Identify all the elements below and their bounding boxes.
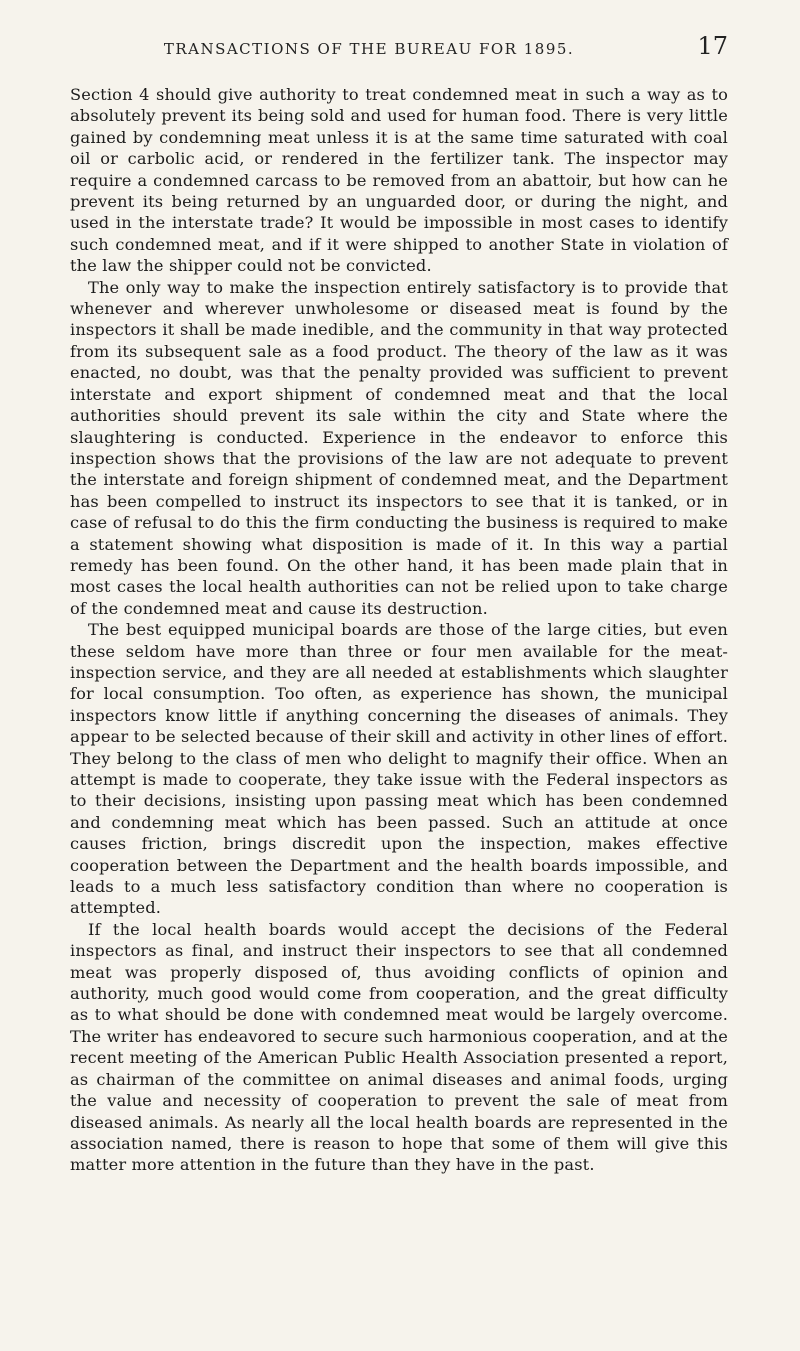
running-head: TRANSACTIONS OF THE BUREAU FOR 1895. <box>163 40 575 58</box>
paragraph-cooperation: If the local health boards would accept the decisions of the Federal inspectors as final, and instruct their inspectors to see that all condemned meat was properly disposed of, thus avoiding conflicts of opinion and authority, much good would come from cooperation, and the great difficulty as to what should be done with condemned meat would be largely overcome. The writer has endeavored to secure such harmonious cooperation, and at the recent meeting of the American Public Health Association presented a report, as chairman of the committee on animal diseases and animal foods, urging the value and necessity of cooperation to prevent the sale of meat from diseased animals. As nearly all the local health boards are represented in the association named, there is reason to hope that some of them will give this matter more attention in the future than they have in the past. <box>70 919 728 1175</box>
page-number: 17 <box>697 32 728 60</box>
document-page <box>70 30 728 1176</box>
paragraph-inspection: The only way to make the inspection entirely satisfactory is to provide that whenever and wherever unwholesome or diseased meat is found by the inspectors it shall be made inedible, and the community in that way protected from its subsequent sale as a food product. The theory of the law as it was enacted, no doubt, was that the penalty provided was sufficient to prevent interstate and export shipment of condemned meat and that the local authorities should prevent its sale within the city and State where the slaughtering is conducted. Experience in the endeavor to enforce this inspection shows that the provisions of the law are not adequate to prevent the interstate and foreign shipment of condemned meat, and the Department has been compelled to instruct its inspectors to see that it is tanked, or in case of refusal to do this the firm conducting the business is required to make a statement showing what disposition is made of it. In this way a partial remedy has been found. On the other hand, it has been made plain that in most cases the local health authorities can not be relied upon to take charge of the condemned meat and cause its destruction. <box>70 277 728 618</box>
page-header <box>70 30 728 70</box>
paragraph-section-4: Section 4 should give authority to treat condemned meat in such a way as to absolutely prevent its being sold and used for human food. There is very little gained by condemning meat unless it is at the same time saturated with coal oil or carbolic acid, or rendered in the fertilizer tank. The inspector may require a condemned carcass to be removed from an abattoir, but how can he prevent its being returned by an unguarded door, or during the night, and used in the interstate trade? It would be impossible in most cases to identify such condemned meat, and if it were shipped to another State in violation of the law the shipper could not be convicted. <box>70 85 728 276</box>
body-text <box>70 84 728 1176</box>
paragraph-municipal-boards: The best equipped municipal boards are those of the large cities, but even these seldom have more than three or four men available for the meat-inspection service, and they are all needed at establishments which slaughter for local consumption. Too often, as experience has shown, the municipal inspectors know little if anything concerning the diseases of animals. They appear to be selected because of their skill and activity in other lines of effort. They belong to the class of men who delight to magnify their office. When an attempt is made to cooperate, they take issue with the Federal inspectors as to their decisions, insisting upon passing meat which has been condemned and condemning meat which has been passed. Such an attitude at once causes friction, brings discredit upon the inspection, makes effective cooperation between the Department and the health boards impossible, and leads to a much less satisfactory condition than where no cooperation is attempted. <box>70 620 728 918</box>
